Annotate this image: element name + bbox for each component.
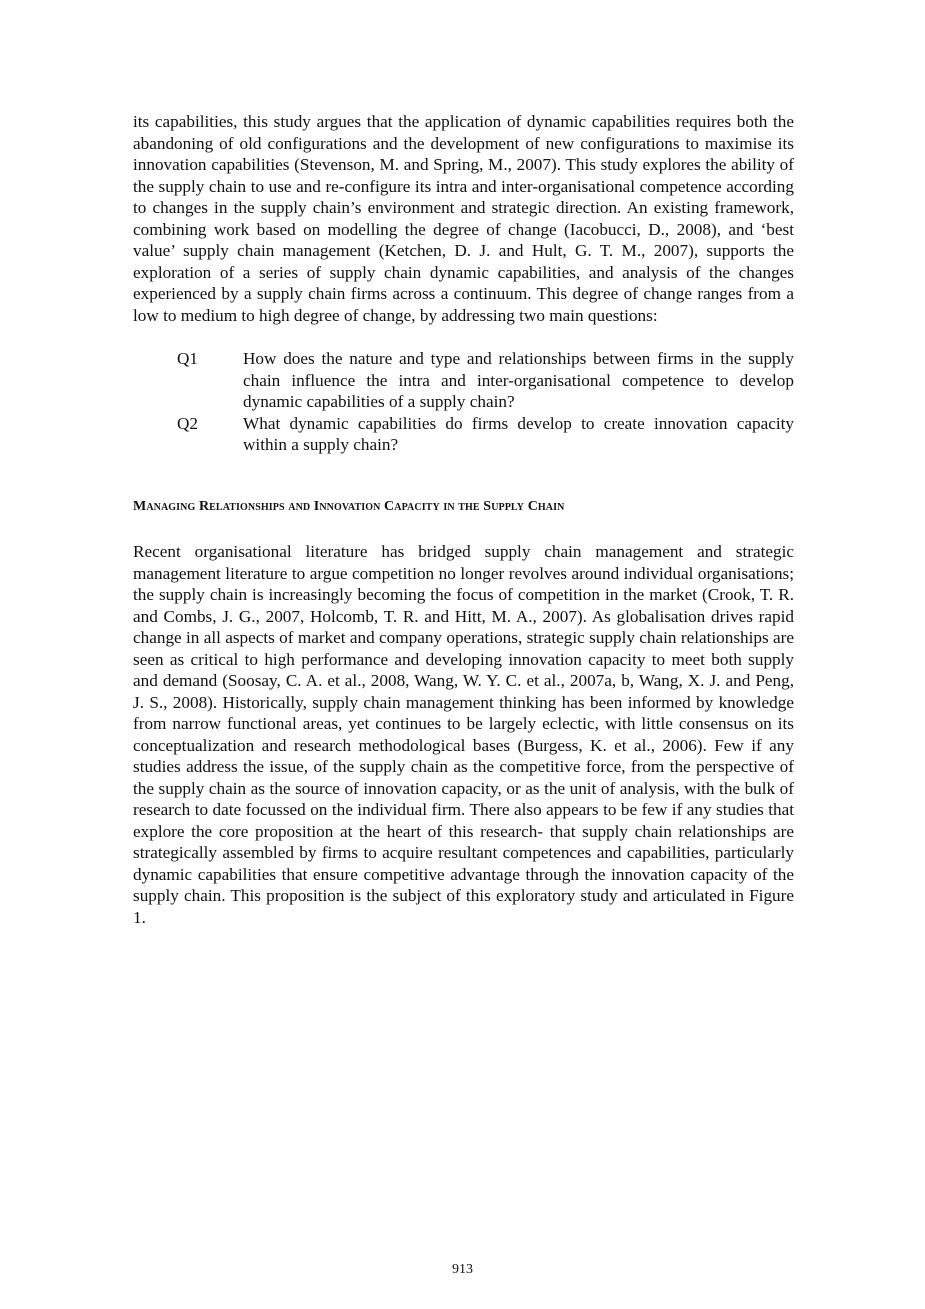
question-text: What dynamic capabilities do firms develop to create innovation capacity within a supply chain?	[243, 413, 794, 454]
research-question-1	[133, 348, 794, 413]
research-questions	[133, 348, 794, 456]
research-question-2	[133, 413, 794, 456]
section-heading: Managing Relationships and Innovation Capacity in the Supply Chain	[133, 499, 565, 514]
question-text: How does the nature and type and relationships between firms in the supply chain influence the intra and inter-organisational competence to develop dynamic capabilities of a supply chain?	[243, 349, 794, 411]
question-label: Q1	[177, 349, 199, 368]
page-number: 913	[452, 1262, 473, 1277]
body-paragraph-2: Recent organisational literature has bridged supply chain management and strategic management literature to argue competition no longer revolves around individual organisations; the supply chain is increasingly becoming the focus of competition in the market (Crook, T. R. and Combs, J. G., 2007, Holcomb, T. R. and Hitt, M. A., 2007). As globalisation drives rapid change in all aspects of market and company operations, strategic supply chain relationships are seen as critical to high performance and developing innovation capacity to meet both supply and demand (Soosay, C. A. et al., 2008, Wang, W. Y. C. et al., 2007a, b, Wang, X. J. and Peng, J. S., 2008). Historically, supply chain management thinking has been informed by knowledge from narrow functional areas, yet continues to be largely eclectic, with little consensus on its conceptualization and research methodological bases (Burgess, K. et al., 2006). Few if any studies address the issue, of the supply chain as the competitive force, from the perspective of the supply chain as the source of innovation capacity, or as the unit of analysis, with the bulk of research to date focussed on the individual firm. There also appears to be few if any studies that explore the core proposition at the heart of this research- that supply chain relationships are strategically assembled by firms to acquire resultant competences and capabilities, particularly dynamic capabilities that ensure competitive advantage through the innovation capacity of the supply chain. This proposition is the subject of this exploratory study and articulated in Figure 1.	[133, 542, 794, 927]
question-label: Q2	[177, 413, 199, 433]
body-paragraph-1: its capabilities, this study argues that the application of dynamic capabilities requires both the abandoning of old configurations and the development of new configurations to maximise its innovation capabilities (Stevenson, M. and Spring, M., 2007). This study explores the ability of the supply chain to use and re-configure its intra and inter-organisational competence according to changes in the supply chain’s environment and strategic direction. An existing framework, combining work based on modelling the degree of change (Iacobucci, D., 2008), and ‘best value’ supply chain management (Ketchen, D. J. and Hult, G. T. M., 2007), supports the exploration of a series of supply chain dynamic capabilities, and analysis of the changes experienced by a supply chain firms across a continuum. This degree of change ranges from a low to medium to high degree of change, by addressing two main questions:	[133, 112, 794, 325]
